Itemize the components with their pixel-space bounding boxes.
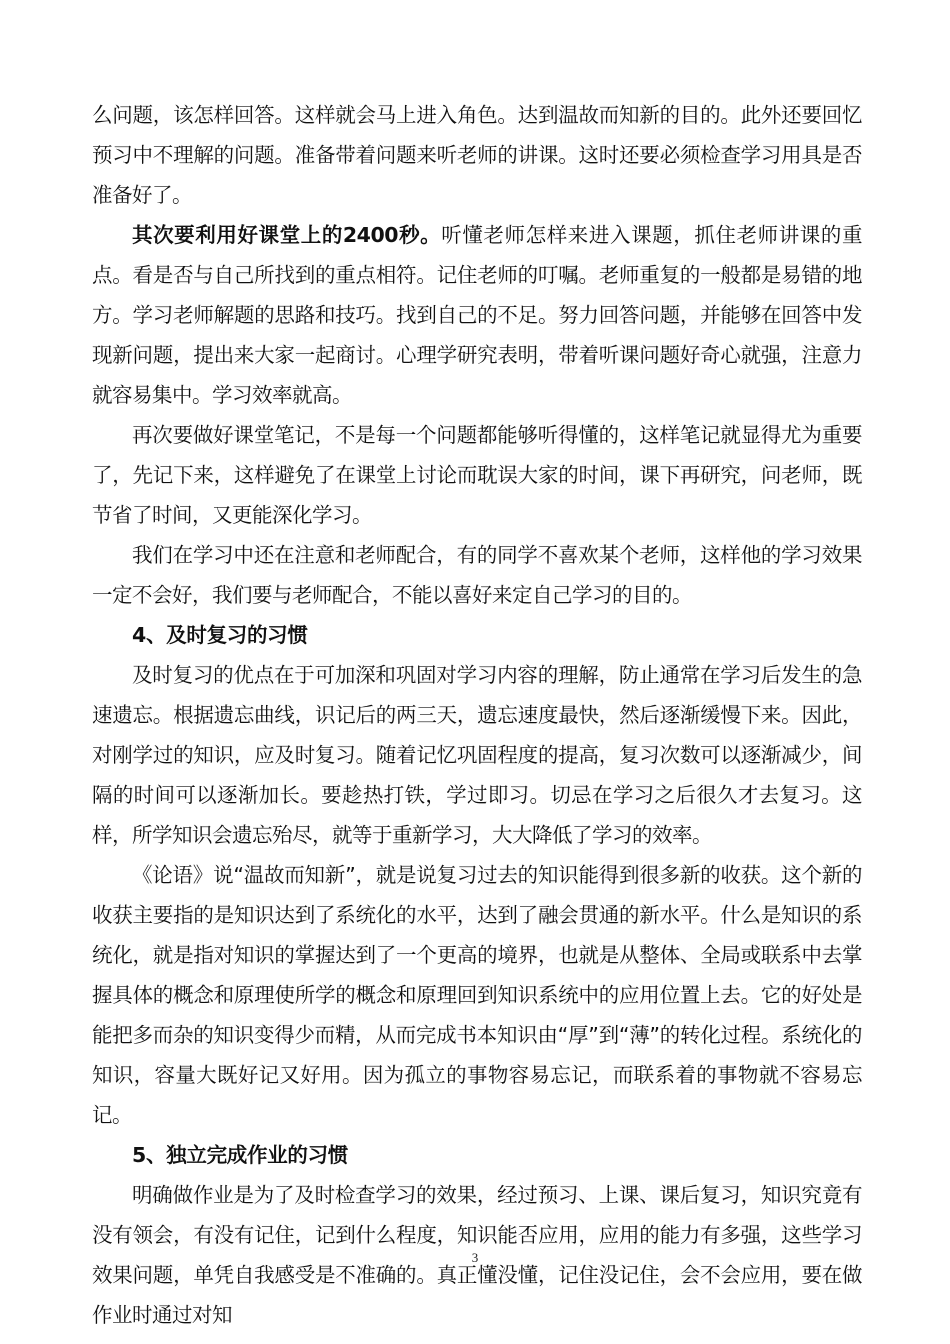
- paragraph-teacher-cooperation: [92, 535, 862, 615]
- paragraph-review: [92, 655, 862, 855]
- paragraph-lunyu: [92, 855, 862, 1135]
- paragraph-text: 我们在学习中还在注意和老师配合，有的同学不喜欢某个老师，这样他的学习效果一定不会好，我们要与老师配合，不能以喜好来定自己学习的目的。: [92, 543, 862, 607]
- section-heading-5: 5、独立完成作业的习惯: [132, 1143, 348, 1167]
- paragraph-classroom-time: [92, 215, 862, 415]
- paragraph-text: 再次要做好课堂笔记，不是每一个问题都能够听得懂的，这样笔记就显得尤为重要了，先记下来，这样避免了在课堂上讨论而耽误大家的时间，课下再研究，问老师，既节省了时间，又更能深化学习。: [92, 423, 862, 527]
- paragraph-text: 明确做作业是为了及时检查学习的效果，经过预习、上课、课后复习，知识究竟有没有领会，有没有记住，记到什么程度，知识能否应用，应用的能力有多强，这些学习效果问题，单凭自我感受是不准确的。真正懂没懂，记住没记住，会不会应用，要在做作业时通过对知: [92, 1183, 862, 1327]
- paragraph-text: 及时复习的优点在于可加深和巩固对学习内容的理解，防止通常在学习后发生的急速遗忘。根据遗忘曲线，识记后的两三天，遗忘速度最快，然后逐渐缓慢下来。因此，对刚学过的知识，应及时复习。随着记忆巩固程度的提高，复习次数可以逐渐减少，间隔的时间可以逐渐加长。要趁热打铁，学过即习。切忌在学习之后很久才去复习。这样，所学知识会遗忘殆尽，就等于重新学习，大大降低了学习的效率。: [92, 663, 862, 847]
- paragraph-notes: [92, 415, 862, 535]
- paragraph-continuation: [92, 95, 862, 215]
- section-heading-4: 4、及时复习的习惯: [132, 623, 308, 647]
- document-body: [92, 95, 862, 1335]
- page-number: 3: [471, 1250, 479, 1265]
- paragraph-text: 么问题，该怎样回答。这样就会马上进入角色。达到温故而知新的目的。此外还要回忆预习中不理解的问题。准备带着问题来听老师的讲课。这时还要必须检查学习用具是否准备好了。: [92, 103, 862, 207]
- paragraph-text: 听懂老师怎样来进入课题，抓住老师讲课的重点。看是否与自己所找到的重点相符。记住老师的叮嘱。老师重复的一般都是易错的地方。学习老师解题的思路和技巧。找到自己的不足。努力回答问题，并能够在回答中发现新问题，提出来大家一起商讨。心理学研究表明，带着听课问题好奇心就强，注意力就容易集中。学习效率就高。: [92, 223, 862, 407]
- paragraph-text: 《论语》说“温故而知新”，就是说复习过去的知识能得到很多新的收获。这个新的收获主要指的是知识达到了系统化的水平，达到了融会贯通的新水平。什么是知识的系统化，就是指对知识的掌握达到了一个更高的境界，也就是从整体、全局或联系中去掌握具体的概念和原理使所学的概念和原理回到知识系统中的应用位置上去。它的好处是能把多而杂的知识变得少而精，从而完成书本知识由“厚”到“薄”的转化过程。系统化的知识，容量大既好记又好用。因为孤立的事物容易忘记，而联系着的事物就不容易忘记。: [92, 863, 862, 1127]
- paragraph-lead-bold: 其次要利用好课堂上的2400秒。: [132, 223, 442, 247]
